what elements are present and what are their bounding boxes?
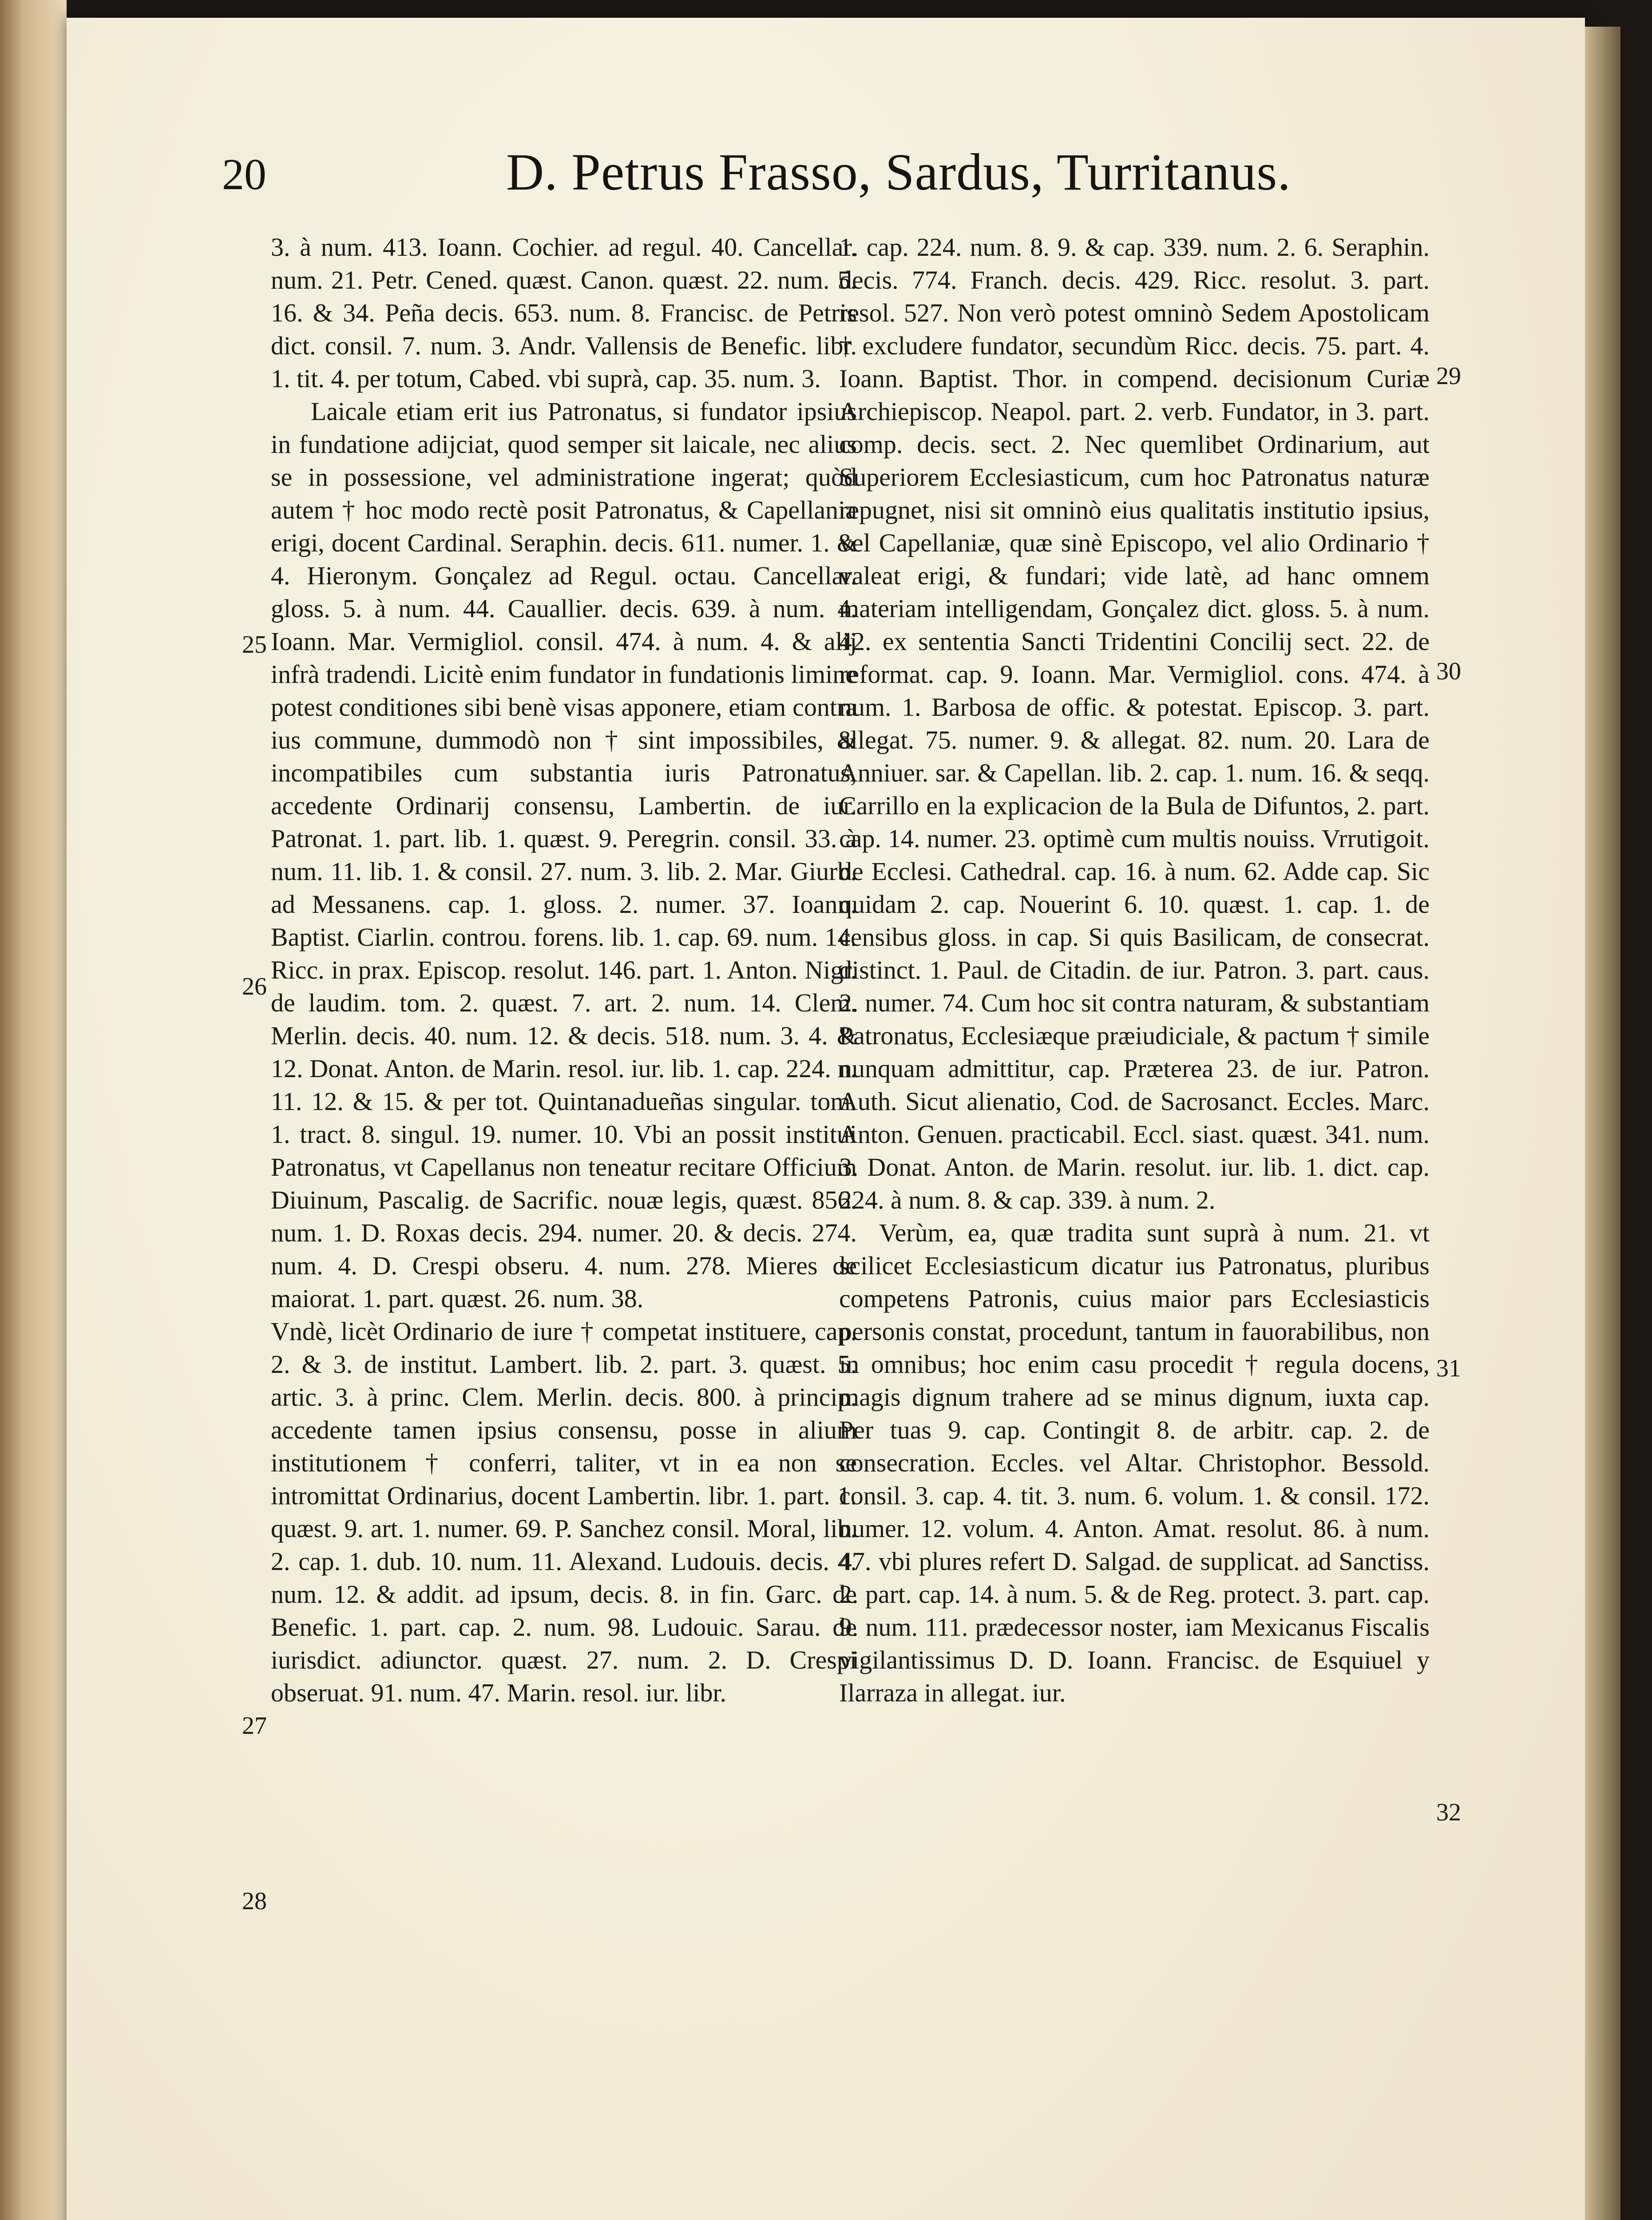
margin-number-25: 25 xyxy=(242,631,267,658)
book-gutter xyxy=(0,0,67,2220)
margin-number-30: 30 xyxy=(1436,658,1461,685)
left-column xyxy=(271,231,857,1709)
right-column xyxy=(839,231,1430,1709)
margin-number-31: 31 xyxy=(1436,1355,1461,1382)
page-edge xyxy=(1585,27,1620,2220)
margin-number-28: 28 xyxy=(242,1887,267,1915)
margin-number-29: 29 xyxy=(1436,362,1461,390)
left-paragraph-1: 3. à num. 413. Ioann. Cochier. ad regul. 40. Cancellar. num. 21. Petr. Cened. quæst. Canon. quæst. 22. num. 5. 16. & 34. Peña decis. 653. num. 8. Francisc. de Petris dict. consil. 7. num. 3. Andr. Vallensis de Benefic. libr. 1. tit. 4. per totum, Cabed. vbi suprà, cap. 35. num. 3. xyxy=(271,233,857,393)
right-paragraph-1: 1. cap. 224. num. 8. 9. & cap. 339. num. 2. 6. Seraphin. decis. 774. Franch. decis. 429. Ricc. resolut. 3. part. resol. 527. Non verò potest omninò Sedem Apostolicam † excludere fundator, secundùm Ricc. decis. 75. part. 4. Ioann. Baptist. Thor. in compend. decisionum Curiæ Archiepiscop. Neapol. part. 2. verb. Fundator, in 3. part. comp. decis. sect. 2. Nec quemlibet Ordinarium, aut Superiorem Ecclesiasticum, cum hoc Patronatus naturæ repugnet, nisi sit omninò eius qualitatis institutio ipsius, vel Capellaniæ, quæ sinè Episcopo, vel alio Ordinario † valeat erigi, & fundari; vide latè, ad hanc omnem materiam intelligendam, Gonçalez dict. gloss. 5. à num. 42. ex sententia Sancti Tridentini Concilij sect. 22. de reformat. cap. 9. Ioann. Mar. Vermigliol. cons. 474. à num. 1. Barbosa de offic. & potestat. Episcop. 3. part. allegat. 75. numer. 9. & allegat. 82. num. 20. Lara de Anniuer. sar. & Capellan. lib. 2. cap. 1. num. 16. & seqq. Carrillo en la explicacion de la Bula de Difuntos, 2. part. cap. 14. numer. 23. optimè cum multis nouiss. Vrrutigoit. de Ecclesi. Cathedral. cap. 16. à num. 62. Adde cap. Sic quidam 2. cap. Nouerint 6. 10. quæst. 1. cap. 1. de censibus gloss. in cap. Si quis Basilicam, de consecrat. distinct. 1. Paul. de Citadin. de iur. Patron. 3. part. caus. 2. numer. 74. Cum hoc sit contra naturam, & substantiam Patronatus, Ecclesiæque præiudiciale, & pactum † simile nunquam admittitur, cap. Præterea 23. de iur. Patron. Auth. Sicut alienatio, Cod. de Sacrosanct. Eccles. Marc. Anton. Genuen. practicabil. Eccl. siast. quæst. 341. num. 3. Donat. Anton. de Marin. resolut. iur. lib. 1. dict. cap. 224. à num. 8. & cap. 339. à num. 2. xyxy=(839,233,1430,1214)
running-head: D. Petrus Frasso, Sardus, Turritanus. xyxy=(506,143,1291,201)
margin-number-26: 26 xyxy=(242,973,267,1000)
margin-number-27: 27 xyxy=(242,1712,267,1740)
page-number: 20 xyxy=(222,150,266,199)
right-paragraph-2: Verùm, ea, quæ tradita sunt suprà à num. 21. vt scilicet Ecclesiasticum dicatur ius Patronatus, pluribus competens Patronis, cuius maior pars Ecclesiasticis personis constat, procedunt, tantum in fauorabilibus, non in omnibus; hoc enim casu procedit † regula docens, magis dignum trahere ad se minus dignum, iuxta cap. Per tuas 9. cap. Contingit 8. de arbitr. cap. 2. de consecration. Eccles. vel Altar. Christophor. Bessold. consil. 3. cap. 4. tit. 3. num. 6. volum. 1. & consil. 172. numer. 12. volum. 4. Anton. Amat. resolut. 86. à num. 47. vbi plures refert D. Salgad. de supplicat. ad Sanctiss. 2. part. cap. 14. à num. 5. & de Reg. protect. 3. part. cap. 9. num. 111. prædecessor noster, iam Mexicanus Fiscalis vigilantissimus D. D. Ioann. Francisc. de Esquiuel y Ilarraza in allegat. iur. xyxy=(839,1218,1430,1707)
left-paragraph-3: Vndè, licèt Ordinario de iure † competat instituere, cap. 2. & 3. de institut. Lambert. lib. 2. part. 3. quæst. 5. artic. 3. à princ. Clem. Merlin. decis. 800. à princip. accedente tamen ipsius consensu, posse in alium institutionem † conferri, taliter, vt in ea non se intromittat Ordinarius, docent Lambertin. libr. 1. part. 1. quæst. 9. art. 1. numer. 69. P. Sanchez consil. Moral, lib. 2. cap. 1. dub. 10. num. 11. Alexand. Ludouis. decis. 4. num. 12. & addit. ad ipsum, decis. 8. in fin. Garc. de Benefic. 1. part. cap. 2. num. 98. Ludouic. Sarau. de iurisdict. adiunctor. quæst. 27. num. 2. D. Crespi obseruat. 91. num. 47. Marin. resol. iur. libr. xyxy=(271,1317,857,1707)
left-paragraph-2: Laicale etiam erit ius Patronatus, si fundator ipsius in fundatione adijciat, quod semper sit laicale, nec alius se in possessione, vel administratione ingerat; quòd autem † hoc modo rectè posit Patronatus, & Capellania erigi, docent Cardinal. Seraphin. decis. 611. numer. 1. & 4. Hieronym. Gonçalez ad Regul. octau. Cancellar. gloss. 5. à num. 44. Cauallier. decis. 639. à num. 4. Ioann. Mar. Vermigliol. consil. 474. à num. 4. & alij infrà tradendi. Licitè enim fundator in fundationis limine potest conditiones sibi benè visas apponere, etiam contra ius commune, dummodò non † sint impossibiles, & incompatibiles cum substantia iuris Patronatus, accedente Ordinarij consensu, Lambertin. de iur. Patronat. 1. part. lib. 1. quæst. 9. Peregrin. consil. 33. à num. 11. lib. 1. & consil. 27. num. 3. lib. 2. Mar. Giurb. ad Messanens. cap. 1. gloss. 2. numer. 37. Ioann. Baptist. Ciarlin. controu. forens. lib. 1. cap. 69. num. 14. Ricc. in prax. Episcop. resolut. 146. part. 1. Anton. Nigr. de laudim. tom. 2. quæst. 7. art. 2. num. 14. Clem. Merlin. decis. 40. num. 12. & decis. 518. num. 3. 4. & 12. Donat. Anton. de Marin. resol. iur. lib. 1. cap. 224. n. 11. 12. & 15. & per tot. Quintanadueñas singular. tom. 1. tract. 8. singul. 19. numer. 10. Vbi an possit institui Patronatus, vt Capellanus non teneatur recitare Officium Diuinum, Pascalig. de Sacrific. nouæ legis, quæst. 856. num. 1. D. Roxas decis. 294. numer. 20. & decis. 274. num. 4. D. Crespi obseru. 4. num. 278. Mieres de maiorat. 1. part. quæst. 26. num. 38. xyxy=(271,397,857,1313)
margin-number-32: 32 xyxy=(1436,1799,1461,1826)
